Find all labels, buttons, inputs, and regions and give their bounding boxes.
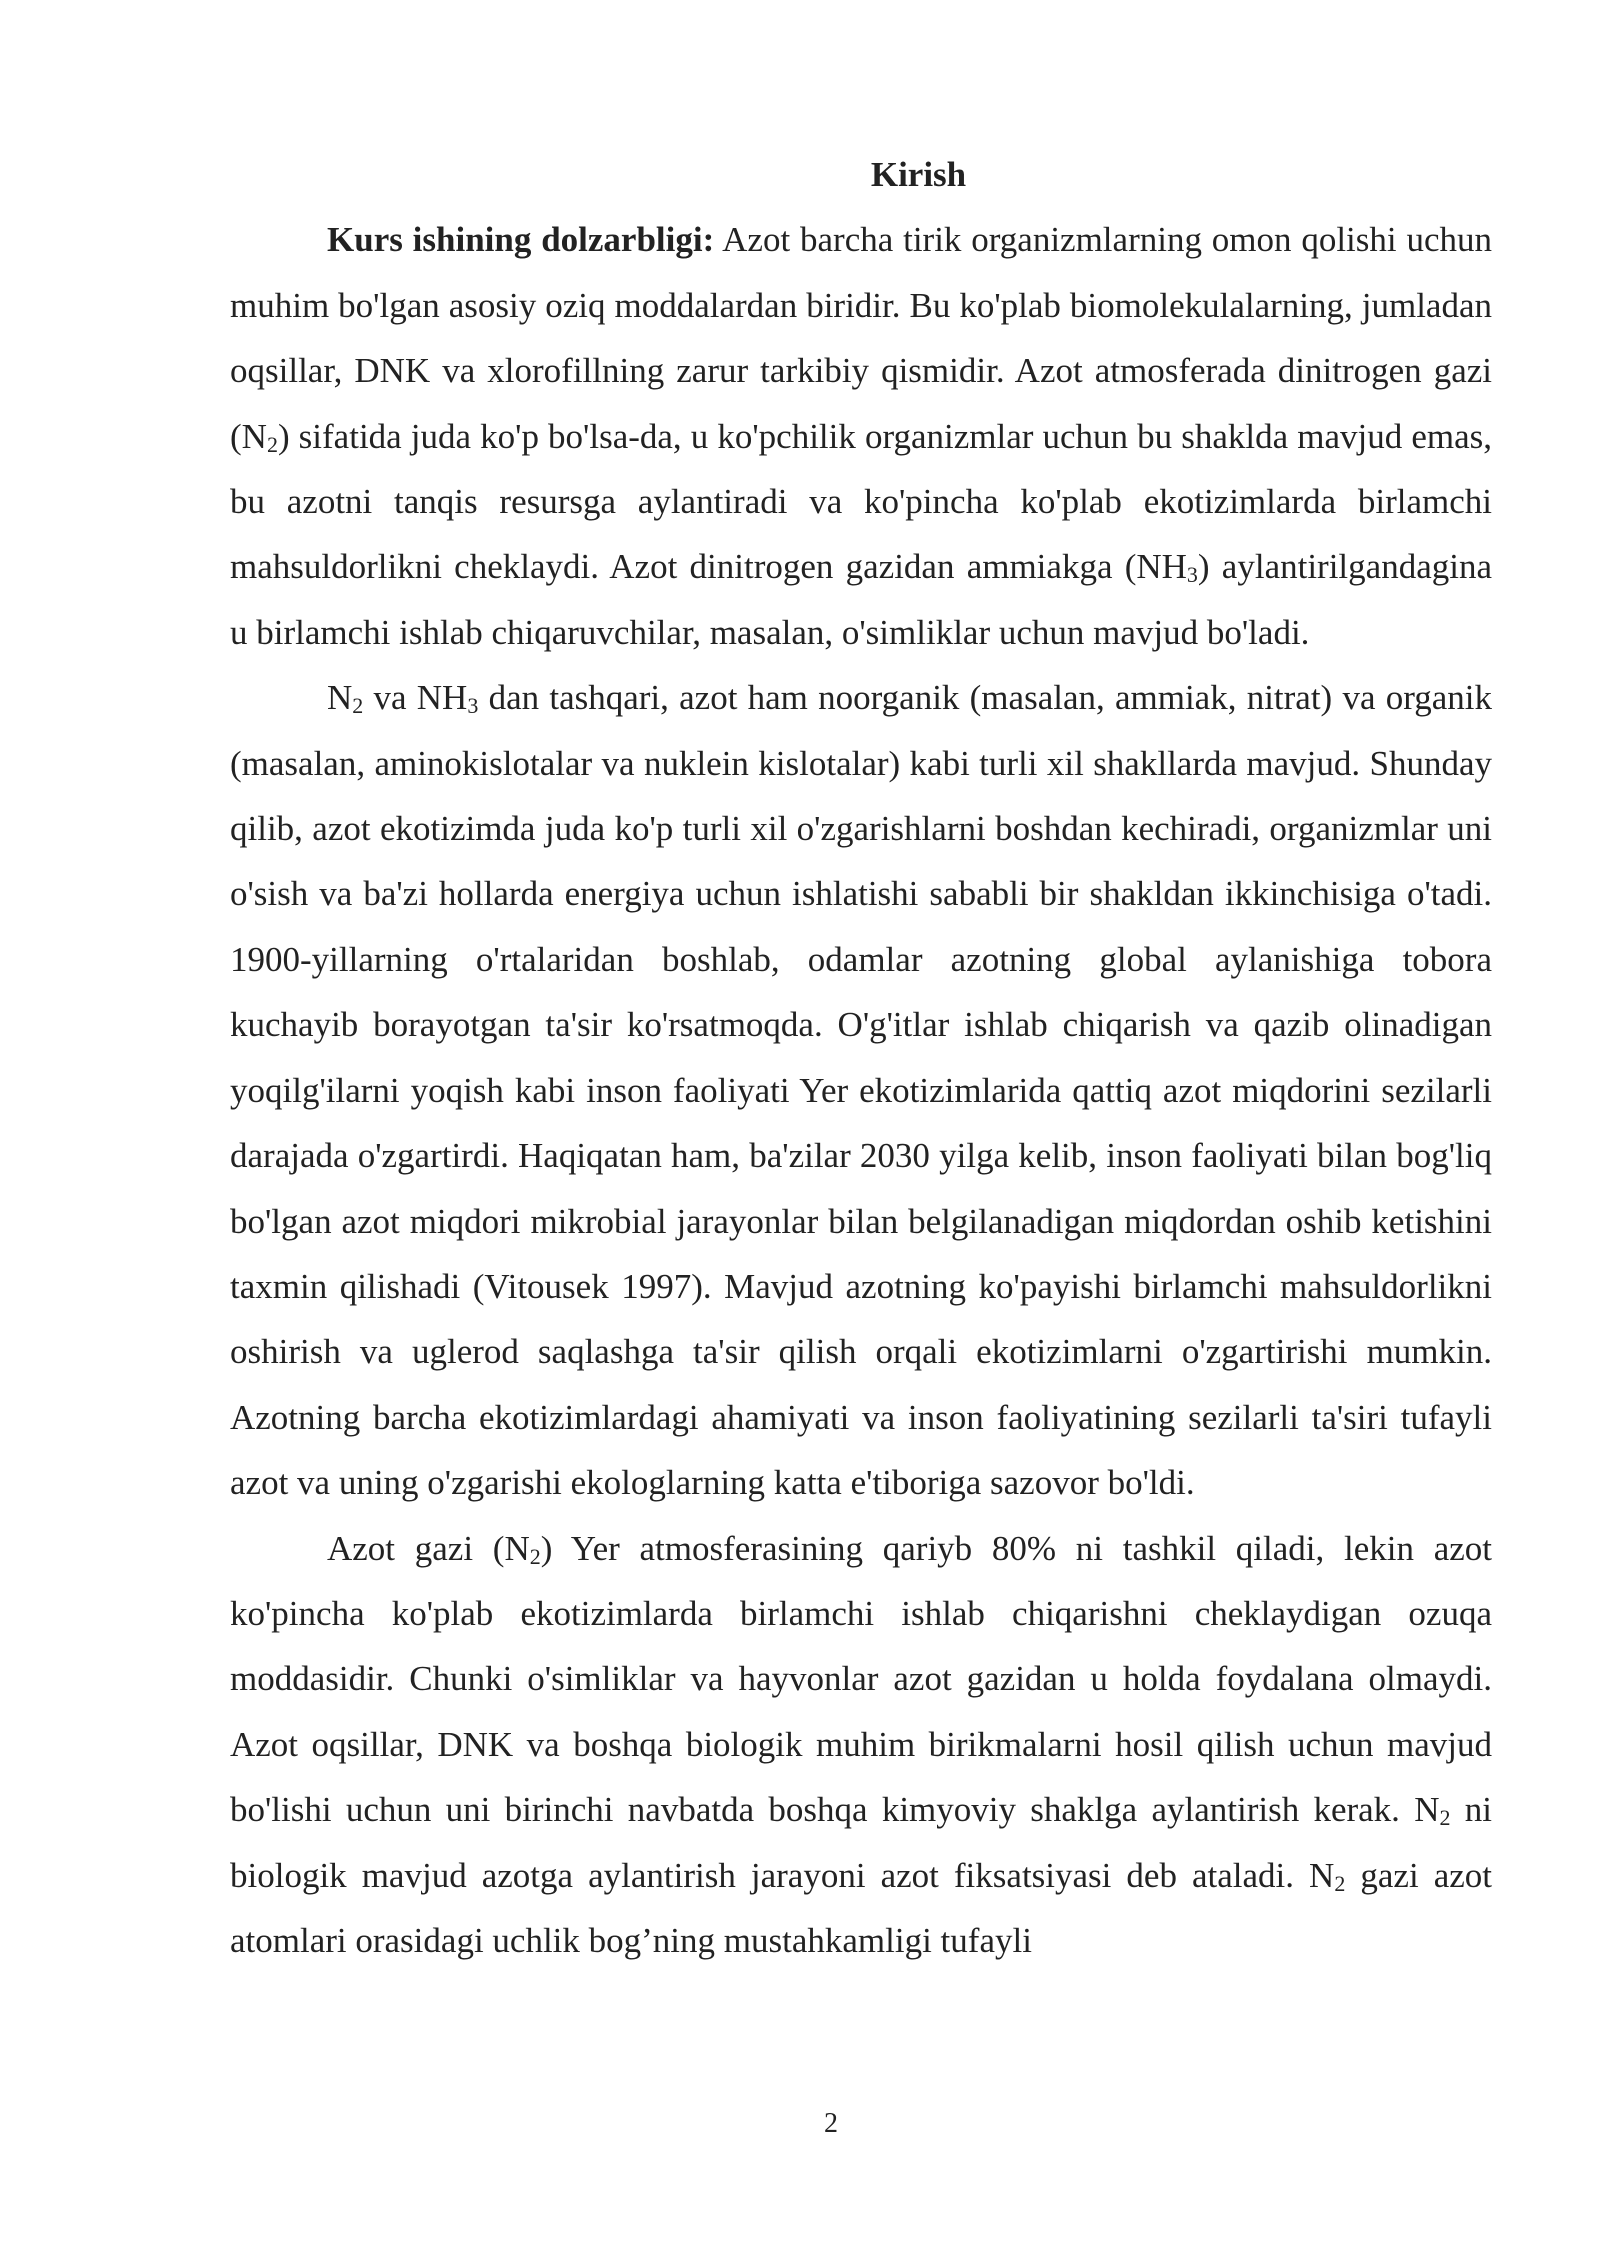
text-run: gazi azot atomlari orasidagi uchlik bog’ning mustahkamligi tufayli [230, 1855, 1493, 1960]
page-number: 2 [824, 2108, 838, 2139]
paragraph-fixation [230, 1516, 1492, 1974]
text-run: ni biologik mavjud azotga aylantirish jarayoni azot fiksatsiyasi deb ataladi. N [230, 1790, 1492, 1895]
text-run: ) Yer atmosferasining qariyb 80% ni tashkil qiladi, lekin azot ko'pincha ko'plab ekotizimlarda birlamchi ishlab chiqarishni cheklaydigan ozuqa moddasidir. Chunki o'simliklar va hayvonlar azot gazidan u holda foydalana olmaydi. Azot oqsillar, DNK va boshqa biologik muhim birikmalarni hosil qilish uchun mavjud bo'lishi uchun uni birinchi navbatda boshqa kimyoviy shaklga aylantirish kerak. N [230, 1528, 1492, 1830]
text-run: N [327, 678, 353, 718]
paragraph-relevance [230, 207, 1492, 665]
section-title: Kirish [870, 155, 967, 194]
subscript: 2 [529, 1543, 541, 1569]
document-body [230, 142, 1492, 1973]
subscript: 2 [1439, 1805, 1451, 1831]
subscript: 3 [467, 693, 479, 719]
text-run: Azot barcha tirik organizmlarning omon qolishi uchun muhim bo'lgan asosiy oziq moddalardan biridir. Bu ko'plab biomolekulalarning, jumladan oqsillar, DNK va xlorofillning zarur tarkibiy qismidir. Azot atmosferada dinitrogen gazi (N [230, 220, 1492, 456]
paragraph-forms [230, 665, 1492, 1515]
text-run: dan tashqari, azot ham noorganik (masalan, ammiak, nitrat) va organik (masalan, aminokislotalar va nuklein kislotalar) kabi turli xil shakllarda mavjud. Shunday qilib, azot ekotizimda juda ko'p turli xil o'zgarishlarni boshdan kechiradi, organizmlar uni o'sish va ba'zi hollarda energiya uchun ishlatishi sababli bir shakldan ikkinchisiga o'tadi. 1900-yillarning o'rtalaridan boshlab, odamlar azotning global aylanishiga tobora kuchayib borayotgan ta'sir ko'rsatmoqda. O'g'itlar ishlab chiqarish va qazib olinadigan yoqilg'ilarni yoqish kabi inson faoliyati Yer ekotizimlarida qattiq azot miqdorini sezilarli darajada o'zgartirdi. Haqiqatan ham, ba'zilar 2030 yilga kelib, inson faoliyati bilan bog'liq bo'lgan azot miqdori mikrobial jarayonlar bilan belgilanadigan miqdordan oshib ketishini taxmin qilishadi (Vitousek 1997). Mavjud azotning ko'payishi birlamchi mahsuldorlikni oshirish va uglerod saqlashga ta'sir qilish orqali ekotizimlarni o'zgartirishi mumkin. Azotning barcha ekotizimlardagi ahamiyati va inson faoliyatining sezilarli ta'siri tufayli azot va uning o'zgarishi ekologlarning katta e'tiboriga sazovor bo'ldi. [230, 678, 1492, 1503]
subscript: 2 [266, 431, 278, 457]
text-run: ) sifatida juda ko'p bo'lsa-da, u ko'pchilik organizmlar uchun bu shaklda mavjud emas, bu azotni tanqis resursga aylantiradi va ko'pincha ko'plab ekotizimlarda birlamchi mahsuldorlikni cheklaydi. Azot dinitrogen gazidan ammiakga (NH [230, 416, 1492, 587]
text-run: va NH [363, 678, 468, 718]
text-run: Azot gazi (N [327, 1528, 530, 1568]
paragraph-lead: Kurs ishining dolzarbligi: [327, 220, 715, 260]
subscript: 2 [1334, 1870, 1346, 1896]
subscript: 3 [1186, 562, 1198, 588]
text-run: ) aylantirilgandagina u birlamchi ishlab chiqaruvchilar, masalan, o'simliklar uchun mavjud bo'ladi. [230, 547, 1492, 652]
subscript: 2 [352, 693, 364, 719]
